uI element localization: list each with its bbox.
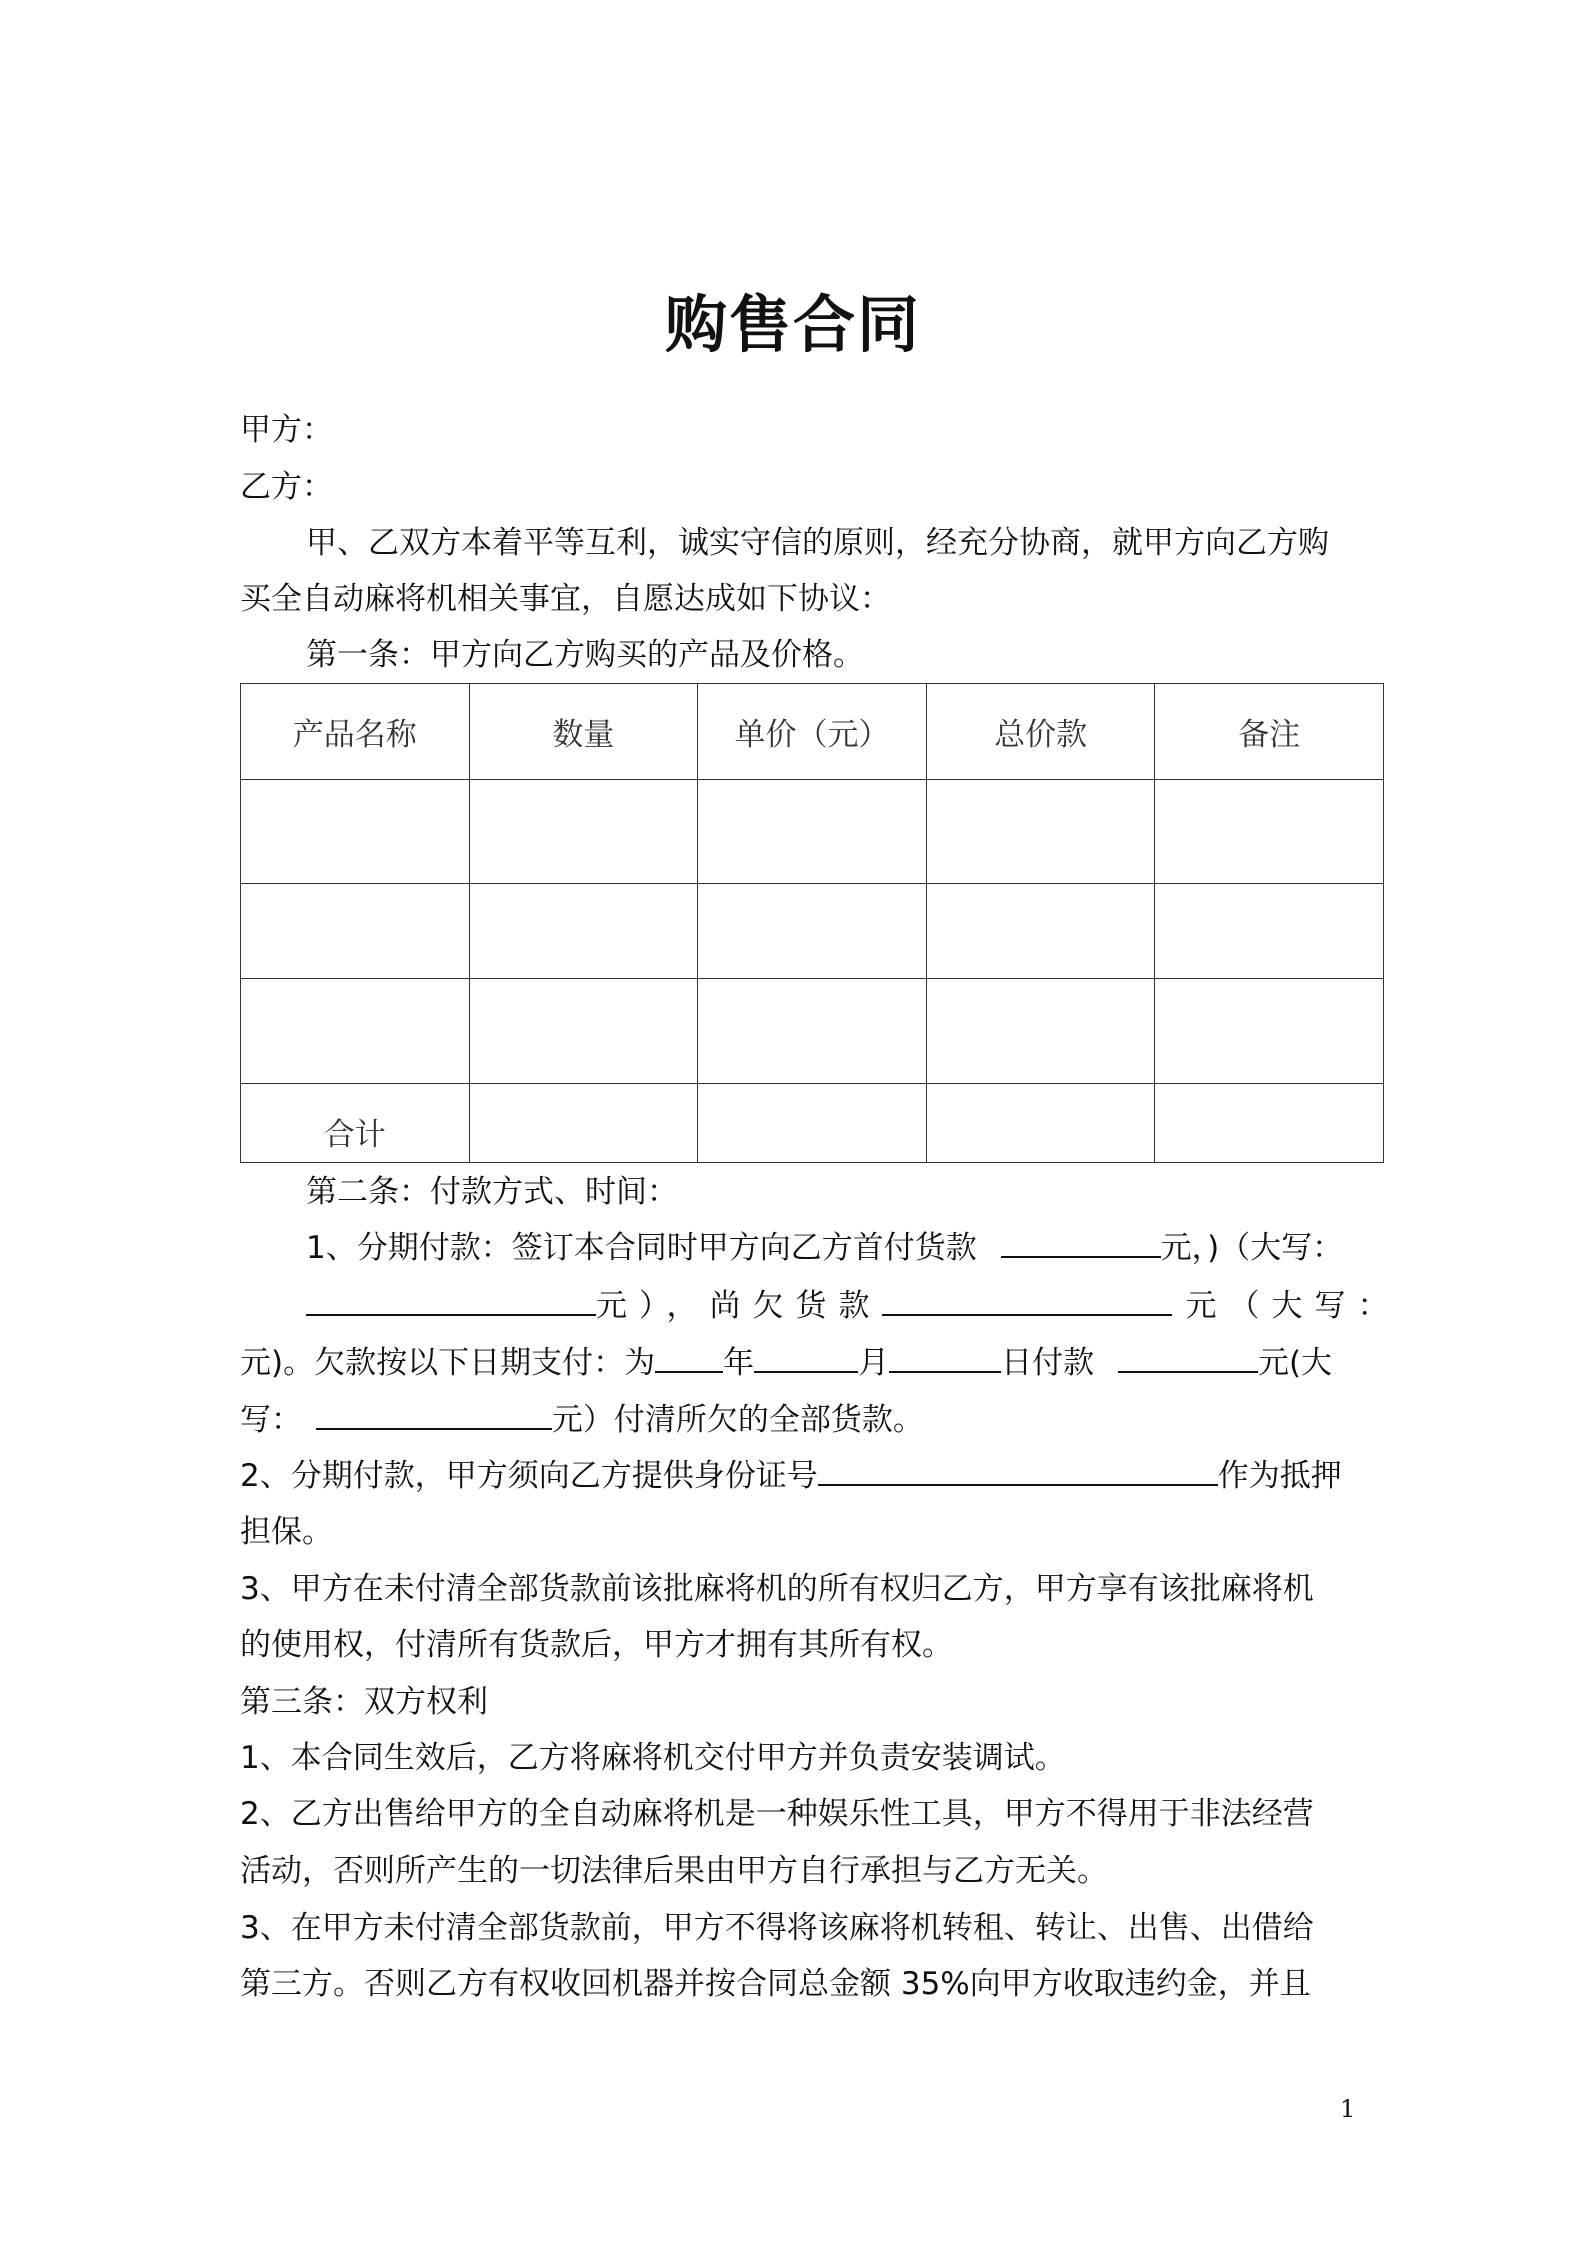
table-cell[interactable] bbox=[698, 979, 927, 1084]
table-cell[interactable] bbox=[926, 884, 1155, 979]
table-cell[interactable] bbox=[926, 1084, 1155, 1163]
table-row bbox=[241, 979, 1384, 1084]
table-cell[interactable] bbox=[1155, 780, 1384, 884]
table-cell[interactable] bbox=[698, 780, 927, 884]
clause-text: 元（大写： bbox=[1185, 1288, 1401, 1324]
balance-blank[interactable] bbox=[882, 1284, 1172, 1316]
article-2-clause-1-line-1 bbox=[306, 1226, 1350, 1270]
month-blank[interactable] bbox=[754, 1341, 858, 1373]
article-2-clause-3-line-2: 的使用权，付清所有货款后，甲方才拥有其所有权。 bbox=[240, 1627, 953, 1663]
table-cell[interactable] bbox=[926, 780, 1155, 884]
header-product-name: 产品名称 bbox=[241, 684, 470, 780]
article-3-clause-2-line-1: 2、乙方出售给甲方的全自动麻将机是一种娱乐性工具，甲方不得用于非法经营 bbox=[240, 1796, 1314, 1832]
table-cell[interactable] bbox=[926, 979, 1155, 1084]
article-3-clause-3-line-2: 第三方。否则乙方有权收回机器并按合同总金额 35%向甲方收取违约金，并且 bbox=[240, 1966, 1311, 2002]
table-header-row bbox=[241, 684, 1384, 780]
article-2-clause-1-line-4 bbox=[240, 1398, 1350, 1442]
clause-text: 元）付清所欠的全部货款。 bbox=[551, 1402, 924, 1438]
article-3-clause-2-line-2: 活动，否则所产生的一切法律后果由甲方自行承担与乙方无关。 bbox=[240, 1853, 1108, 1889]
article-2-clause-2-line-1 bbox=[240, 1454, 1350, 1498]
clause-text: 月 bbox=[858, 1345, 890, 1381]
installment-words-blank[interactable] bbox=[316, 1398, 552, 1430]
article-2-clause-1-line-2 bbox=[306, 1284, 1401, 1328]
table-cell[interactable] bbox=[698, 1084, 927, 1163]
table-cell[interactable] bbox=[698, 884, 927, 979]
intro-line-2: 买全自动麻将机相关事宜，自愿达成如下协议： bbox=[240, 581, 891, 617]
header-unit-price: 单价（元） bbox=[698, 684, 927, 780]
year-blank[interactable] bbox=[655, 1341, 723, 1373]
article-3-clause-3-line-1: 3、在甲方未付清全部货款前，甲方不得将该麻将机转租、转让、出售、出借给 bbox=[240, 1910, 1314, 1946]
clause-text: 元(大 bbox=[1257, 1345, 1333, 1381]
product-price-table bbox=[240, 683, 1384, 1163]
table-cell[interactable] bbox=[241, 979, 470, 1084]
table-cell[interactable] bbox=[1155, 979, 1384, 1084]
table-cell[interactable] bbox=[469, 780, 698, 884]
table-cell[interactable] bbox=[1155, 884, 1384, 979]
table-row bbox=[241, 884, 1384, 979]
clause-text: 元，)（大写： bbox=[1160, 1230, 1344, 1266]
header-remarks: 备注 bbox=[1155, 684, 1384, 780]
article-1-heading: 第一条：甲方向乙方购买的产品及价格。 bbox=[306, 637, 864, 673]
clause-text: 1、分期付款：签订本合同时甲方向乙方首付货款 bbox=[306, 1230, 977, 1266]
article-3-clause-1: 1、本合同生效后，乙方将麻将机交付甲方并负责安装调试。 bbox=[240, 1740, 1066, 1776]
party-a-line: 甲方： bbox=[240, 412, 333, 448]
clause-text: 日付款 bbox=[1001, 1345, 1095, 1381]
table-cell[interactable] bbox=[241, 884, 470, 979]
installment-amount-blank[interactable] bbox=[1118, 1341, 1258, 1373]
clause-text: 元)。欠款按以下日期支付：为 bbox=[240, 1345, 656, 1381]
table-total-row bbox=[241, 1084, 1384, 1163]
clause-text: 年 bbox=[723, 1345, 755, 1381]
clause-text: 元），尚欠货款 bbox=[596, 1288, 882, 1324]
article-3-heading: 第三条：双方权利 bbox=[240, 1684, 488, 1720]
intro-line-1: 甲、乙双方本着平等互利，诚实守信的原则，经充分协商，就甲方向乙方购 bbox=[306, 525, 1329, 561]
header-quantity: 数量 bbox=[469, 684, 698, 780]
article-2-clause-1-line-3 bbox=[240, 1341, 1350, 1385]
header-total-price: 总价款 bbox=[926, 684, 1155, 780]
clause-text: 2、分期付款，甲方须向乙方提供身份证号 bbox=[240, 1458, 818, 1494]
article-2-heading: 第二条：付款方式、时间： bbox=[306, 1174, 678, 1210]
down-payment-blank[interactable] bbox=[1001, 1226, 1161, 1258]
article-2-clause-2-line-2: 担保。 bbox=[240, 1514, 333, 1550]
table-cell[interactable] bbox=[469, 1084, 698, 1163]
id-number-blank[interactable] bbox=[818, 1454, 1218, 1486]
clause-text: 写： bbox=[240, 1402, 302, 1438]
table-cell[interactable] bbox=[241, 780, 470, 884]
party-b-line: 乙方： bbox=[240, 469, 333, 505]
down-payment-words-blank[interactable] bbox=[306, 1284, 596, 1316]
total-label: 合计 bbox=[241, 1084, 470, 1163]
day-blank[interactable] bbox=[889, 1341, 1001, 1373]
table-cell[interactable] bbox=[469, 979, 698, 1084]
document-title: 购售合同 bbox=[664, 288, 921, 361]
table-cell[interactable] bbox=[1155, 1084, 1384, 1163]
table-row bbox=[241, 780, 1384, 884]
article-2-clause-3-line-1: 3、甲方在未付清全部货款前该批麻将机的所有权归乙方，甲方享有该批麻将机 bbox=[240, 1571, 1314, 1607]
table-cell[interactable] bbox=[469, 884, 698, 979]
page-number: 1 bbox=[1340, 2095, 1356, 2123]
clause-text: 作为抵押 bbox=[1217, 1458, 1342, 1494]
